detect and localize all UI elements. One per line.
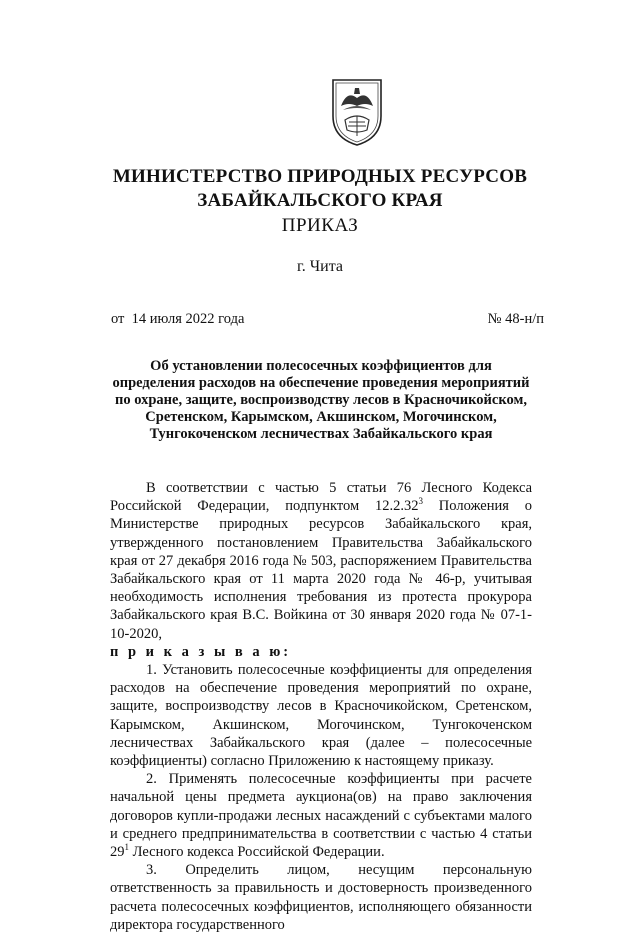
item-3: 3. Определить лицом, несущим персональную ответственность за правильность и достоверность произведенного расчета полесосечных коэффициентов, исполняющего обязанности директора государственного [110,862,532,933]
ministry-title [0,165,640,213]
ministry-title-line2: ЗАБАЙКАЛЬСКОГО КРАЯ [197,190,443,211]
intro-superscript: 3 [418,496,423,507]
item-2 [110,770,532,861]
coat-of-arms-icon [329,76,385,148]
document-date: от 14 июля 2022 года [111,311,245,327]
item-1: 1. Установить полесосечные коэффициенты для определения расходов на обеспечение проведения мероприятий по охране, защите, воспроизводству лесов в Красночикойском, Сретенском, Карымском, Акшинском, Могочинском, Тунгокоченском лесничествах Забайкальского края (далее – полесосечные коэффициенты) согласно Приложению к настоящему приказу. [110,662,532,770]
intro-text-part2: Положения о Министерстве природных ресурсов Забайкальского края, утвержденного постановлением Правительства Забайкальского края от 27 декабря 2016 года № 503, распоряжением Правительства Забайкальского края от 11 марта 2020 года № 46-р, учитывая необходимость исполнения требования из протеста прокурора Забайкальского края В.С. Войкина от 30 января 2020 года № 07-1-10-2020, [110,498,533,642]
ministry-title-line1: МИНИСТЕРСТВО ПРИРОДНЫХ РЕСУРСОВ [112,166,528,187]
city: г. Чита [296,258,343,275]
document-number: № 48-н/п [487,311,544,327]
order-directive-text: п р и к а з ы в а ю: [110,643,292,660]
order-directive [110,643,532,661]
document-type: ПРИКАЗ [281,215,359,236]
item-2-superscript: 1 [124,842,129,853]
intro-text-part1: В соответствии с частью 5 статьи 76 Лесного Кодекса Российской Федерации, подпунктом 12.2.32 [110,480,532,515]
document-subject: Об установлении полесосечных коэффициентов для определения расходов на обеспечение проведения мероприятий по охране, защите, воспроизводству лесов в Красночикойском, Сретенском, Карымском, Акшинском, Могочинском, Тунгокоченском лесничествах Забайкальского края [112,358,530,442]
intro-paragraph [110,479,532,643]
document-body [110,479,532,934]
item-2-text-part2: Лесного кодекса Российской Федерации. [129,844,385,861]
item-2-text-part1: 2. Применять полесосечные коэффициенты при расчете начальной цены предмета аукциона(ов) на право заключения договоров купли-продажи лесных насаждений с субъектами малого и среднего предпринимательства в соответствии с частью 4 статьи 29 [110,771,532,861]
